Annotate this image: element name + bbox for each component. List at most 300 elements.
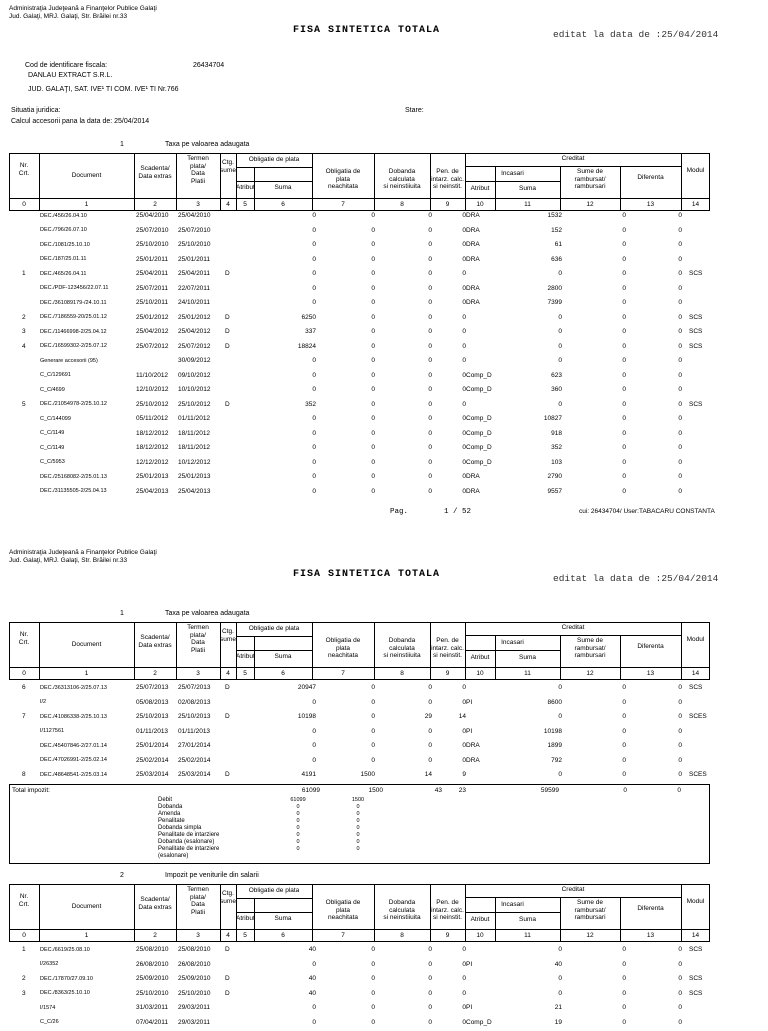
report-page-2 xyxy=(0,544,768,1024)
row-termen: 25/04/2013 xyxy=(178,487,211,495)
row-modul: SCS xyxy=(689,989,703,997)
institution-line-1: Administraţia Judeţeană a Finanţelor Publice Galaţi xyxy=(9,549,157,556)
row-penalitati: 0 xyxy=(462,241,466,248)
breakdown-label: Dobanda xyxy=(158,804,183,810)
row-penalitati: 0 xyxy=(462,487,466,495)
col-atribut-header: Atribut xyxy=(236,915,255,922)
row-neachitata: 0 xyxy=(371,727,375,735)
row-dobanda: 0 xyxy=(428,727,432,735)
total-neachitata: 1500 xyxy=(368,787,383,794)
row-modul: SCS xyxy=(689,684,703,691)
row-neachitata: 0 xyxy=(371,713,375,720)
row-incasari: 8600 xyxy=(547,698,562,706)
breakdown-value-a: 0 xyxy=(296,825,300,831)
row-neachitata: 0 xyxy=(371,975,375,982)
row-neachitata: 0 xyxy=(371,960,375,968)
table-header xyxy=(0,153,768,211)
table-row xyxy=(0,399,768,413)
col-diferenta-header: Diferenta xyxy=(637,905,664,912)
col-ctg-header: Ctg. sume xyxy=(220,159,236,174)
table-row xyxy=(0,740,768,754)
col-obligatie-header: Obligatie de plata xyxy=(248,156,300,163)
row-termen: 29/03/2011 xyxy=(178,1004,211,1011)
col-scadenta-header: Scadenta/ Data extras xyxy=(138,165,172,180)
row-diferenta: 0 xyxy=(678,371,682,379)
row-neachitata: 0 xyxy=(371,487,375,495)
table-row xyxy=(0,471,768,485)
row-atribut: DRA xyxy=(466,226,480,234)
row-document: DEC./465/26.04.11 xyxy=(40,270,87,277)
row-suma: 10198 xyxy=(297,713,316,720)
row-dobanda: 0 xyxy=(428,270,432,277)
row-termen: 01/11/2012 xyxy=(178,415,211,422)
row-suma: 0 xyxy=(312,226,316,234)
breakdown-value-a: 0 xyxy=(296,839,300,845)
table-row xyxy=(0,341,768,355)
col-atribut-header: Atribut xyxy=(236,653,255,660)
taxpayer-name: DANLAU EXTRACT S.R.L. xyxy=(28,72,113,79)
row-rambursari: 0 xyxy=(622,1004,626,1011)
row-neachitata: 0 xyxy=(371,989,375,997)
row-scadenta: 25/02/2014 xyxy=(136,756,169,764)
row-scadenta: 25/07/2012 xyxy=(136,342,169,350)
col-number: 7 xyxy=(341,201,345,208)
breakdown-label: Penalitate de intarziere xyxy=(158,832,220,838)
row-atribut: PI xyxy=(466,698,473,706)
col-atribut2-header: Atribut xyxy=(470,185,490,192)
breakdown-label: Dobanda (esalonare) xyxy=(158,839,215,845)
row-rambursari: 0 xyxy=(622,756,626,764)
row-penalitati: 0 xyxy=(462,473,466,480)
row-penalitati: 0 xyxy=(462,357,466,364)
row-rambursari: 0 xyxy=(622,771,626,778)
row-penalitati: 0 xyxy=(462,342,466,350)
row-suma: 0 xyxy=(312,212,316,219)
row-scadenta: 12/12/2012 xyxy=(136,458,169,466)
row-suma: 0 xyxy=(312,458,316,466)
col-incasari-header: Incasari xyxy=(501,639,524,646)
row-termen: 01/11/2013 xyxy=(178,727,211,735)
row-diferenta: 0 xyxy=(678,989,682,997)
total-label: Total impozit: xyxy=(12,787,50,794)
header-rule xyxy=(9,198,710,199)
row-document: DEC./1081/25.10.10 xyxy=(40,241,90,248)
row-dobanda: 0 xyxy=(428,400,432,408)
row-suma: 0 xyxy=(312,473,316,480)
row-scadenta: 01/11/2013 xyxy=(136,727,169,735)
page-number: 1 / 52 xyxy=(444,508,472,516)
row-rambursari: 0 xyxy=(622,713,626,720)
col-number: 14 xyxy=(691,932,700,939)
row-modul: SCS xyxy=(689,946,703,953)
row-neachitata: 0 xyxy=(371,473,375,480)
row-atribut: DRA xyxy=(466,255,480,263)
col-number: 1 xyxy=(84,932,89,939)
row-document: DEC./21054978-2/25.10.12 xyxy=(40,401,107,407)
row-termen: 09/10/2012 xyxy=(178,371,211,379)
table-row xyxy=(0,370,768,384)
stare-label: Stare: xyxy=(405,107,424,114)
institution-line-2: Jud. Galaţi, MRJ. Galaţi, Str. Brăilei nr.33 xyxy=(9,557,128,564)
row-document: C_C/26 xyxy=(40,1019,59,1025)
row-diferenta: 0 xyxy=(678,473,682,480)
row-diferenta: 0 xyxy=(678,713,682,720)
row-scadenta: 25/01/2011 xyxy=(136,255,169,263)
col-number: 2 xyxy=(153,670,157,677)
row-diferenta: 0 xyxy=(678,241,682,248)
col-penalitati-header: Pen. de intarz. calc. si neinstit. xyxy=(431,899,464,921)
row-rambursari: 0 xyxy=(622,226,626,234)
col-atribut-header: Atribut xyxy=(236,184,255,191)
row-diferenta: 0 xyxy=(678,255,682,263)
row-termen: 25/03/2014 xyxy=(178,771,211,778)
row-scadenta: 12/10/2012 xyxy=(136,386,169,393)
row-suma: 0 xyxy=(312,386,316,393)
row-dobanda: 0 xyxy=(428,255,432,263)
row-incasari: 360 xyxy=(551,386,562,393)
row-scadenta: 25/10/2013 xyxy=(136,713,169,720)
row-dobanda: 0 xyxy=(428,313,432,321)
col-penalitati-header: Pen. de intarz. calc. si neinstit. xyxy=(431,637,464,659)
row-incasari: 10827 xyxy=(543,415,562,422)
col-incasari-header: Incasari xyxy=(501,170,524,177)
row-diferenta: 0 xyxy=(678,429,682,437)
row-scadenta: 25/07/2010 xyxy=(136,226,169,234)
col-modul-header: Modul xyxy=(686,898,705,905)
row-penalitati: 0 xyxy=(462,742,466,749)
row-rambursari: 0 xyxy=(622,698,626,706)
row-nr: 5 xyxy=(22,400,26,408)
header-rule xyxy=(465,635,681,636)
row-rambursari: 0 xyxy=(622,989,626,997)
col-document-header: Document xyxy=(71,903,102,910)
row-document: DEC./16599302-2/25.07.12 xyxy=(40,343,107,349)
row-termen: 25/10/2010 xyxy=(178,241,211,248)
row-dobanda: 0 xyxy=(428,284,432,292)
row-diferenta: 0 xyxy=(678,771,682,778)
row-neachitata: 0 xyxy=(371,684,375,691)
col-number: 3 xyxy=(196,670,200,677)
row-incasari: 9557 xyxy=(547,487,562,495)
row-atribut: PI xyxy=(466,960,473,968)
institution-line-2: Jud. Galaţi, MRJ. Galaţi, Str. Brăilei nr.33 xyxy=(9,13,128,20)
row-penalitati: 0 xyxy=(462,727,466,735)
row-incasari: 0 xyxy=(558,989,562,997)
row-document: DEC./41086338-2/25.10.13 xyxy=(40,713,107,720)
col-scadenta-header: Scadenta/ Data extras xyxy=(138,896,172,911)
col-number: 7 xyxy=(341,932,345,939)
row-suma: 337 xyxy=(305,328,316,335)
breakdown-value-a: 61099 xyxy=(290,797,306,803)
col-number: 4 xyxy=(226,932,230,939)
row-incasari: 792 xyxy=(551,756,562,764)
row-penalitati: 0 xyxy=(462,255,466,263)
row-termen: 18/11/2012 xyxy=(178,444,211,451)
row-termen: 24/10/2011 xyxy=(178,299,211,306)
row-ctg: D xyxy=(225,975,230,982)
row-neachitata: 0 xyxy=(371,444,375,451)
row-diferenta: 0 xyxy=(678,270,682,277)
row-document: Generare accesorii (95) xyxy=(40,357,98,364)
row-scadenta: 25/03/2014 xyxy=(136,771,169,778)
row-neachitata: 0 xyxy=(371,328,375,335)
col-nr-header: Nr. Crt. xyxy=(18,631,30,646)
col-modul-header: Modul xyxy=(686,636,705,643)
col-number: 6 xyxy=(281,201,285,208)
total-diferenta: 0 xyxy=(677,787,681,794)
row-penalitati: 0 xyxy=(462,313,466,321)
row-document: DEC./45407846-2/27.01.14 xyxy=(40,742,107,749)
table-row xyxy=(0,384,768,398)
table-row xyxy=(0,682,768,696)
col-suma2-header: Suma xyxy=(519,185,536,192)
col-number: 13 xyxy=(646,670,655,677)
row-penalitati: 0 xyxy=(462,299,466,306)
row-suma: 0 xyxy=(312,756,316,764)
row-dobanda: 0 xyxy=(428,742,432,749)
row-diferenta: 0 xyxy=(678,684,682,691)
row-document: DEC./17870/27.09.10 xyxy=(40,975,93,982)
col-creditat-header: Creditat xyxy=(561,155,585,162)
row-incasari: 0 xyxy=(558,946,562,953)
table-row xyxy=(0,755,768,769)
row-rambursari: 0 xyxy=(622,328,626,335)
row-rambursari: 0 xyxy=(622,444,626,451)
row-termen: 26/08/2010 xyxy=(178,960,211,968)
col-suma-header: Suma xyxy=(274,184,292,191)
row-incasari: 10198 xyxy=(543,727,562,735)
row-document: DEC./6619/25.08.10 xyxy=(40,946,90,953)
row-diferenta: 0 xyxy=(678,1018,682,1026)
row-termen: 25/10/2013 xyxy=(178,713,211,720)
col-number: 2 xyxy=(153,932,157,939)
row-nr: 6 xyxy=(22,684,26,691)
row-document: DEC./PDF-123456/22.07.11 xyxy=(40,285,109,291)
col-diferenta-header: Diferenta xyxy=(637,643,664,650)
row-document: C_C/129691 xyxy=(40,372,71,378)
row-diferenta: 0 xyxy=(678,946,682,953)
row-incasari: 0 xyxy=(558,270,562,277)
table-row xyxy=(0,225,768,239)
row-neachitata: 0 xyxy=(371,226,375,234)
total-rambursari: 0 xyxy=(623,787,627,794)
col-suma-header: Suma xyxy=(274,915,292,922)
header-rule xyxy=(236,636,312,637)
col-rambursari-header: Sume de rambursat/ rambursari xyxy=(574,168,606,190)
row-penalitati: 0 xyxy=(462,226,466,234)
row-penalitati: 0 xyxy=(462,284,466,292)
row-incasari: 0 xyxy=(558,713,562,720)
row-scadenta: 25/07/2013 xyxy=(136,684,169,691)
row-incasari: 2790 xyxy=(547,473,562,480)
row-neachitata: 0 xyxy=(371,270,375,277)
header-rule xyxy=(465,650,560,651)
row-incasari: 0 xyxy=(558,313,562,321)
col-number: 6 xyxy=(281,932,285,939)
row-suma: 0 xyxy=(312,444,316,451)
row-penalitati: 0 xyxy=(462,946,466,953)
col-termen-header: Termen plata/ Data Platii xyxy=(187,624,209,654)
row-suma: 0 xyxy=(312,371,316,379)
table-row xyxy=(0,959,768,973)
section-name: Taxa pe valoarea adaugata xyxy=(165,141,250,148)
row-termen: 25/07/2012 xyxy=(178,342,211,350)
row-rambursari: 0 xyxy=(622,1018,626,1026)
row-nr: 1 xyxy=(22,946,26,953)
row-document: C_C/1149 xyxy=(40,444,65,451)
row-document: DEC./361089179-/24.10.11 xyxy=(40,299,107,306)
row-scadenta: 05/11/2012 xyxy=(136,415,169,422)
row-incasari: 40 xyxy=(554,960,562,968)
breakdown-value-b: 0 xyxy=(356,818,360,824)
row-atribut: DRA xyxy=(466,742,480,749)
row-atribut: PI xyxy=(466,727,473,735)
row-scadenta: 25/04/2011 xyxy=(136,270,169,277)
breakdown-value-a: 0 xyxy=(296,846,300,852)
row-termen: 25/01/2011 xyxy=(178,255,211,263)
row-rambursari: 0 xyxy=(622,284,626,292)
user-info: cui: 26434704/ User:TABACARU CONSTANTA xyxy=(579,508,715,515)
row-incasari: 636 xyxy=(551,255,562,263)
row-diferenta: 0 xyxy=(678,1004,682,1011)
row-atribut: DRA xyxy=(466,487,480,495)
row-document: I/26352 xyxy=(40,961,59,967)
col-rambursari-header: Sume de rambursat/ rambursari xyxy=(574,637,606,659)
row-incasari: 918 xyxy=(551,429,562,437)
row-rambursari: 0 xyxy=(622,742,626,749)
row-penalitati: 0 xyxy=(462,212,466,219)
row-dobanda: 0 xyxy=(428,357,432,364)
row-dobanda: 0 xyxy=(428,1018,432,1026)
row-dobanda: 0 xyxy=(428,299,432,306)
row-modul: SCS xyxy=(689,400,703,408)
row-diferenta: 0 xyxy=(678,698,682,706)
row-modul: SCS xyxy=(689,975,703,982)
legal-status-label: Situatia juridica: xyxy=(11,107,61,114)
breakdown-label: Penalitate de intarziere (esalonare) xyxy=(158,846,220,859)
row-neachitata: 0 xyxy=(371,1018,375,1026)
row-document: DEC./456/26.04.10 xyxy=(40,212,87,219)
calc-date-label: Calcul accesorii pana la data de: 25/04/2014 xyxy=(11,118,150,125)
row-document: DEC./187/25.01.11 xyxy=(40,256,87,262)
row-suma: 352 xyxy=(305,400,316,408)
row-atribut: Comp_D xyxy=(466,429,492,437)
row-scadenta: 25/10/2010 xyxy=(136,989,169,997)
row-penalitati: 0 xyxy=(462,328,466,335)
row-dobanda: 0 xyxy=(428,975,432,982)
total-penalitati: 23 xyxy=(458,787,466,794)
row-atribut: DRA xyxy=(466,284,480,292)
row-termen: 25/08/2010 xyxy=(178,946,211,953)
row-document: DEC./25168082-2/25.01.13 xyxy=(40,473,107,480)
breakdown-label: Debit xyxy=(158,797,173,803)
row-termen: 25/10/2010 xyxy=(178,989,211,997)
row-dobanda: 0 xyxy=(428,328,432,335)
row-document: DEC./48648541-2/25.03.14 xyxy=(40,771,107,778)
col-number: 4 xyxy=(226,201,230,208)
col-number: 3 xyxy=(196,201,200,208)
col-number: 0 xyxy=(22,932,26,939)
table-row xyxy=(0,944,768,958)
row-diferenta: 0 xyxy=(678,727,682,735)
row-diferenta: 0 xyxy=(678,487,682,495)
row-termen: 25/04/2010 xyxy=(178,212,211,219)
row-document: DEC./36313106-2/25.07.13 xyxy=(40,684,107,691)
section-name: Impozit pe veniturile din salarii xyxy=(165,872,259,879)
col-number: 11 xyxy=(524,670,531,677)
col-number: 13 xyxy=(646,932,655,939)
row-document: DEC./31135505-2/25.04.13 xyxy=(40,488,107,494)
total-breakdown xyxy=(158,797,388,863)
row-ctg: D xyxy=(225,342,230,350)
row-atribut: DRA xyxy=(466,756,480,764)
table-row xyxy=(0,239,768,253)
col-number: 10 xyxy=(476,932,484,939)
row-modul: SCES xyxy=(689,713,707,720)
row-atribut: Comp_D xyxy=(466,371,492,379)
row-penalitati: 0 xyxy=(462,386,466,393)
row-dobanda: 0 xyxy=(428,698,432,706)
row-scadenta: 25/10/2011 xyxy=(136,299,169,306)
row-modul: SCS xyxy=(689,270,703,277)
col-dobanda-header: Dobanda calculata si neinstiiuita xyxy=(383,168,421,190)
row-atribut: Comp_D xyxy=(466,458,492,466)
row-dobanda: 0 xyxy=(428,989,432,997)
breakdown-value-a: 0 xyxy=(296,832,300,838)
col-atribut2-header: Atribut xyxy=(470,654,490,661)
row-suma: 0 xyxy=(312,284,316,292)
breakdown-value-b: 0 xyxy=(356,804,360,810)
row-ctg: D xyxy=(225,400,230,408)
header-rule xyxy=(236,912,312,913)
row-document: DEC./796/26.07.10 xyxy=(40,227,87,233)
row-neachitata: 0 xyxy=(371,357,375,364)
row-termen: 25/07/2010 xyxy=(178,226,211,234)
row-suma: 6250 xyxy=(301,313,316,321)
table-row xyxy=(0,988,768,1002)
col-neachitata-header: Obligatia de plata neachitata xyxy=(325,637,361,659)
row-diferenta: 0 xyxy=(678,342,682,350)
row-termen: 25/01/2012 xyxy=(178,313,211,321)
section-number: 1 xyxy=(120,610,124,617)
row-suma: 40 xyxy=(308,975,316,982)
row-termen: 29/03/2011 xyxy=(178,1018,211,1026)
col-rambursari-header: Sume de rambursat/ rambursari xyxy=(574,899,606,921)
row-neachitata: 0 xyxy=(371,756,375,764)
row-suma: 18824 xyxy=(297,342,316,350)
row-diferenta: 0 xyxy=(678,975,682,982)
header-rule xyxy=(236,650,312,651)
row-diferenta: 0 xyxy=(678,742,682,749)
row-suma: 0 xyxy=(312,698,316,706)
row-termen: 22/07/2011 xyxy=(178,284,211,292)
col-number: 9 xyxy=(445,670,450,677)
row-modul: SCS xyxy=(689,328,703,335)
table-row xyxy=(0,355,768,369)
row-atribut: DRA xyxy=(466,299,480,306)
row-nr: 2 xyxy=(22,313,26,321)
row-document: C_C/5953 xyxy=(40,459,65,465)
row-scadenta: 25/04/2012 xyxy=(136,328,169,335)
row-neachitata: 0 xyxy=(371,299,375,306)
row-neachitata: 0 xyxy=(371,255,375,263)
row-document: C_C/144099 xyxy=(40,415,71,422)
row-suma: 0 xyxy=(312,742,316,749)
row-penalitati: 0 xyxy=(462,444,466,451)
row-document: C_C/4699 xyxy=(40,386,65,393)
row-suma: 0 xyxy=(312,1004,316,1011)
row-penalitati: 0 xyxy=(462,960,466,968)
